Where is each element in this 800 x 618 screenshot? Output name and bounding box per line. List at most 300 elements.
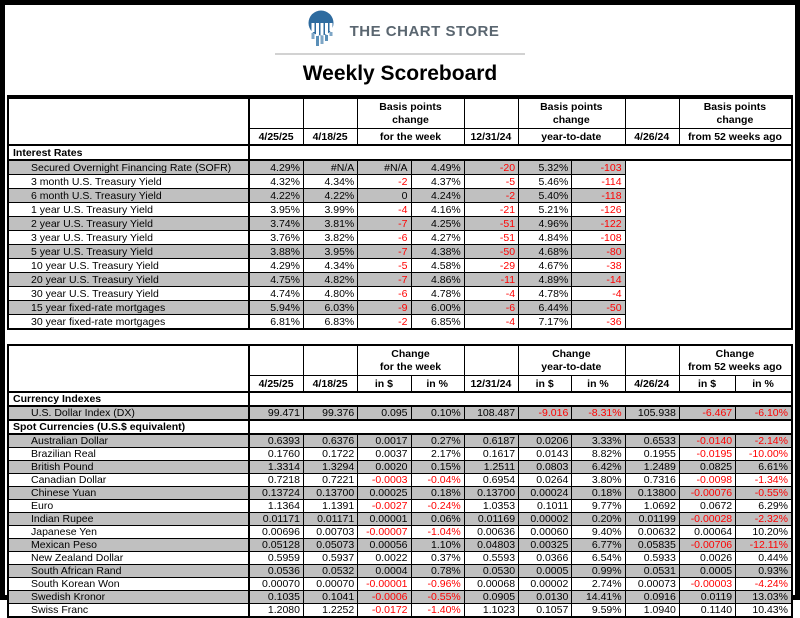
section-row	[8, 392, 792, 406]
value-cell: 1.2489	[625, 461, 679, 474]
table-row	[8, 565, 792, 578]
value-cell: -2	[464, 189, 518, 203]
interest-rates-table	[7, 97, 793, 330]
value-cell: 0.0004	[358, 565, 411, 578]
ytd-group-header	[519, 345, 626, 376]
value-cell: -1.04%	[411, 526, 464, 539]
table-row	[8, 500, 792, 513]
row-label: South Korean Won	[8, 578, 249, 591]
value-cell: 0.095	[358, 406, 411, 420]
table-row	[8, 448, 792, 461]
value-cell: 4.37%	[411, 175, 464, 189]
col-header-ytd-change: year-to-date	[519, 129, 626, 146]
header-spacer	[249, 98, 303, 129]
brand	[7, 12, 793, 50]
value-cell: 0	[358, 189, 411, 203]
value-cell: 4.22%	[303, 189, 357, 203]
value-cell: 0.0020	[358, 461, 411, 474]
value-cell: 4.82%	[303, 273, 357, 287]
ago-group-line2: change	[716, 113, 754, 126]
value-cell: 1.3294	[303, 461, 357, 474]
row-label: U.S. Dollar Index (DX)	[8, 406, 249, 420]
value-cell: 0.18%	[572, 487, 625, 500]
value-cell: -1.34%	[736, 474, 792, 487]
value-cell: 0.1011	[519, 500, 572, 513]
table-row	[8, 474, 792, 487]
row-label: Chinese Yuan	[8, 487, 249, 500]
interest-rates-body	[8, 145, 792, 329]
value-cell: 0.00001	[358, 513, 411, 526]
row-label: 1 year U.S. Treasury Yield	[8, 203, 249, 217]
value-cell: 0.1722	[303, 448, 357, 461]
value-cell: 108.487	[464, 406, 518, 420]
value-cell: -2.32%	[736, 513, 792, 526]
value-cell: 1.2252	[303, 604, 357, 618]
value-cell: 0.1057	[519, 604, 572, 618]
value-cell: 1.1391	[303, 500, 357, 513]
value-cell: 0.5593	[464, 552, 518, 565]
row-label: Euro	[8, 500, 249, 513]
value-cell: 4.16%	[411, 203, 464, 217]
value-cell: 4.27%	[411, 231, 464, 245]
value-cell: -0.00001	[358, 578, 411, 591]
ytd-group-line1: Basis points	[540, 100, 603, 113]
value-cell: 0.0264	[519, 474, 572, 487]
value-cell: -36	[572, 315, 625, 330]
value-cell: -0.0027	[358, 500, 411, 513]
value-cell: 0.01169	[464, 513, 518, 526]
value-cell: 0.27%	[411, 434, 464, 448]
value-cell: 0.37%	[411, 552, 464, 565]
value-cell: 0.05835	[625, 539, 679, 552]
value-cell: 0.1140	[679, 604, 735, 618]
value-cell: 0.01171	[303, 513, 357, 526]
value-cell: -6	[464, 301, 518, 315]
value-cell: 0.00636	[464, 526, 518, 539]
value-cell: -6	[358, 231, 411, 245]
value-cell: 0.44%	[736, 552, 792, 565]
value-cell: 0.13800	[625, 487, 679, 500]
table-row	[8, 160, 792, 175]
value-cell: 0.1617	[464, 448, 518, 461]
value-cell: -0.0003	[358, 474, 411, 487]
value-cell: 0.0531	[625, 565, 679, 578]
week-group-header	[358, 98, 465, 129]
value-cell: 0.78%	[411, 565, 464, 578]
value-cell: 0.0825	[679, 461, 735, 474]
value-cell: 8.82%	[572, 448, 625, 461]
value-cell: -126	[572, 203, 625, 217]
value-cell: -6	[358, 287, 411, 301]
value-cell: 0.13724	[249, 487, 303, 500]
row-label: Canadian Dollar	[8, 474, 249, 487]
value-cell: 0.00703	[303, 526, 357, 539]
row-label: Mexican Peso	[8, 539, 249, 552]
value-cell: 0.1041	[303, 591, 357, 604]
value-cell: 0.7221	[303, 474, 357, 487]
table-row	[8, 604, 792, 618]
value-cell: -0.0098	[679, 474, 735, 487]
value-cell: 5.32%	[519, 160, 572, 175]
value-cell: 4.67%	[519, 259, 572, 273]
value-cell: 9.77%	[572, 500, 625, 513]
value-cell: -51	[464, 231, 518, 245]
value-cell: 0.13700	[303, 487, 357, 500]
row-label: South African Rand	[8, 565, 249, 578]
ago-group-line2: from 52 weeks ago	[687, 360, 782, 373]
value-cell: 3.74%	[249, 217, 303, 231]
col-header-date-current: 4/25/25	[249, 129, 303, 146]
week-group-header	[358, 345, 465, 376]
value-cell: 0.00070	[303, 578, 357, 591]
ago-group-line1: Change	[715, 347, 755, 360]
table-row	[8, 487, 792, 500]
value-cell: -9.016	[519, 406, 572, 420]
value-cell: 1.2080	[249, 604, 303, 618]
value-cell: -0.00007	[358, 526, 411, 539]
value-cell: 0.1760	[249, 448, 303, 461]
value-cell: 1.10%	[411, 539, 464, 552]
row-label: Secured Overnight Financing Rate (SOFR)	[8, 160, 249, 175]
section-filler	[249, 420, 792, 434]
value-cell: 5.46%	[519, 175, 572, 189]
value-cell: 3.76%	[249, 231, 303, 245]
brand-name: THE CHART STORE	[349, 22, 500, 40]
table-row	[8, 301, 792, 315]
value-cell: 9.59%	[572, 604, 625, 618]
value-cell: -0.24%	[411, 500, 464, 513]
table-row	[8, 259, 792, 273]
section-label: Spot Currencies (U.S.$ equivalent)	[8, 420, 249, 434]
value-cell: 1.0940	[625, 604, 679, 618]
label-column-header	[8, 98, 249, 145]
value-cell: 0.0672	[679, 500, 735, 513]
col-header-date-year-end: 12/31/24	[464, 376, 518, 393]
value-cell: 1.3314	[249, 461, 303, 474]
col-header-date-year-end: 12/31/24	[464, 129, 518, 146]
value-cell: 3.95%	[249, 203, 303, 217]
value-cell: 4.32%	[249, 175, 303, 189]
value-cell: -20	[464, 160, 518, 175]
value-cell: 4.96%	[519, 217, 572, 231]
row-label: British Pound	[8, 461, 249, 474]
ytd-group-line1: Change	[552, 347, 591, 360]
value-cell: 0.00632	[625, 526, 679, 539]
row-label: 5 year U.S. Treasury Yield	[8, 245, 249, 259]
value-cell: -0.00706	[679, 539, 735, 552]
value-cell: 4.75%	[249, 273, 303, 287]
value-cell: -5	[464, 175, 518, 189]
table-row	[8, 231, 792, 245]
table-row	[8, 434, 792, 448]
row-label: Japanese Yen	[8, 526, 249, 539]
value-cell: 4.34%	[303, 175, 357, 189]
value-cell: 10.43%	[736, 604, 792, 618]
ago-group-line1: Basis points	[703, 100, 767, 113]
value-cell: 0.00070	[249, 578, 303, 591]
value-cell: 99.471	[249, 406, 303, 420]
value-cell: -4	[464, 315, 518, 330]
value-cell: -21	[464, 203, 518, 217]
value-cell: 1.2511	[464, 461, 518, 474]
value-cell: 14.41%	[572, 591, 625, 604]
value-cell: 4.68%	[519, 245, 572, 259]
table-row	[8, 461, 792, 474]
section-label: Interest Rates	[8, 145, 249, 160]
value-cell: 4.29%	[249, 259, 303, 273]
value-cell: -50	[572, 301, 625, 315]
row-label: 20 year U.S. Treasury Yield	[8, 273, 249, 287]
table-row	[8, 175, 792, 189]
value-cell: -50	[464, 245, 518, 259]
value-cell: 4.38%	[411, 245, 464, 259]
value-cell: -122	[572, 217, 625, 231]
value-cell: 0.04803	[464, 539, 518, 552]
value-cell: 2.74%	[572, 578, 625, 591]
row-label: Swiss Franc	[8, 604, 249, 618]
value-cell: 4.74%	[249, 287, 303, 301]
section-label: Currency Indexes	[8, 392, 249, 406]
value-cell: 0.0119	[679, 591, 735, 604]
table-row	[8, 591, 792, 604]
value-cell: 0.00056	[358, 539, 411, 552]
table-row	[8, 406, 792, 420]
value-cell: -0.0140	[679, 434, 735, 448]
row-label: Indian Rupee	[8, 513, 249, 526]
table-row	[8, 513, 792, 526]
brand-divider	[275, 53, 525, 55]
value-cell: 0.00060	[519, 526, 572, 539]
value-cell: 0.6533	[625, 434, 679, 448]
header-spacer	[464, 98, 518, 129]
value-cell: 2.17%	[411, 448, 464, 461]
value-cell: 6.81%	[249, 315, 303, 330]
value-cell: 3.82%	[303, 231, 357, 245]
value-cell: 0.20%	[572, 513, 625, 526]
week-group-line1: Change	[391, 347, 430, 360]
value-cell: -5	[358, 259, 411, 273]
ytd-group-line2: year-to-date	[541, 360, 602, 373]
value-cell: #N/A	[358, 160, 411, 175]
value-cell: -0.00028	[679, 513, 735, 526]
value-cell: -6.10%	[736, 406, 792, 420]
value-cell: 0.00025	[358, 487, 411, 500]
value-cell: -7	[358, 217, 411, 231]
currencies-body	[8, 392, 792, 617]
value-cell: -118	[572, 189, 625, 203]
value-cell: -11	[464, 273, 518, 287]
value-cell: 3.80%	[572, 474, 625, 487]
row-label: Brazilian Real	[8, 448, 249, 461]
value-cell: 0.15%	[411, 461, 464, 474]
value-cell: 0.6376	[303, 434, 357, 448]
value-cell: 9.40%	[572, 526, 625, 539]
value-cell: -12.11%	[736, 539, 792, 552]
value-cell: 6.29%	[736, 500, 792, 513]
report-header	[7, 5, 793, 97]
value-cell: 0.0005	[519, 565, 572, 578]
section-filler	[249, 392, 792, 406]
ytd-group-header	[519, 98, 626, 129]
col-header-date-year-ago: 4/26/24	[625, 376, 679, 393]
row-label: New Zealand Dollar	[8, 552, 249, 565]
value-cell: -4	[464, 287, 518, 301]
value-cell: 6.03%	[303, 301, 357, 315]
row-label: Australian Dollar	[8, 434, 249, 448]
col-header-date-current: 4/25/25	[249, 376, 303, 393]
value-cell: 0.0037	[358, 448, 411, 461]
value-cell: 0.0143	[519, 448, 572, 461]
value-cell: 4.86%	[411, 273, 464, 287]
value-cell: -0.55%	[411, 591, 464, 604]
row-label: 30 year U.S. Treasury Yield	[8, 287, 249, 301]
ago-group-header	[679, 98, 792, 129]
value-cell: 4.49%	[411, 160, 464, 175]
value-cell: -0.04%	[411, 474, 464, 487]
value-cell: -0.00003	[679, 578, 735, 591]
value-cell: -4	[572, 287, 625, 301]
value-cell: 4.25%	[411, 217, 464, 231]
value-cell: 0.00002	[519, 578, 572, 591]
value-cell: 0.5933	[625, 552, 679, 565]
value-cell: 0.18%	[411, 487, 464, 500]
value-cell: 6.61%	[736, 461, 792, 474]
value-cell: 0.7218	[249, 474, 303, 487]
value-cell: -51	[464, 217, 518, 231]
table-row	[8, 245, 792, 259]
value-cell: 3.33%	[572, 434, 625, 448]
col-header-52wk-in-dollars: in $	[679, 376, 735, 393]
header-spacer	[625, 345, 679, 376]
value-cell: -10.00%	[736, 448, 792, 461]
value-cell: -4	[358, 203, 411, 217]
value-cell: 0.0803	[519, 461, 572, 474]
table-row	[8, 315, 792, 330]
col-header-52wk-change: from 52 weeks ago	[679, 129, 792, 146]
table-row	[8, 273, 792, 287]
value-cell: 4.84%	[519, 231, 572, 245]
value-cell: 1.0353	[464, 500, 518, 513]
label-column-header	[8, 345, 249, 392]
header-spacer	[464, 345, 518, 376]
value-cell: 6.83%	[303, 315, 357, 330]
col-header-ytd-in-percent: in %	[572, 376, 625, 393]
value-cell: -38	[572, 259, 625, 273]
ago-group-header	[679, 345, 792, 376]
value-cell: 0.00002	[519, 513, 572, 526]
value-cell: -2.14%	[736, 434, 792, 448]
value-cell: 4.58%	[411, 259, 464, 273]
value-cell: -6.467	[679, 406, 735, 420]
table-row	[8, 287, 792, 301]
value-cell: -0.0006	[358, 591, 411, 604]
value-cell: 105.938	[625, 406, 679, 420]
header-spacer	[303, 98, 357, 129]
table-row	[8, 203, 792, 217]
value-cell: 0.0916	[625, 591, 679, 604]
value-cell: -7	[358, 245, 411, 259]
table-row	[8, 578, 792, 591]
value-cell: -108	[572, 231, 625, 245]
value-cell: 0.00068	[464, 578, 518, 591]
header-spacer	[249, 345, 303, 376]
value-cell: 0.0017	[358, 434, 411, 448]
section-filler	[249, 145, 792, 160]
value-cell: 0.6187	[464, 434, 518, 448]
value-cell: 5.94%	[249, 301, 303, 315]
value-cell: -0.0172	[358, 604, 411, 618]
row-label: 3 month U.S. Treasury Yield	[8, 175, 249, 189]
value-cell: -0.96%	[411, 578, 464, 591]
value-cell: -0.0195	[679, 448, 735, 461]
row-label: 15 year fixed-rate mortgages	[8, 301, 249, 315]
value-cell: 4.89%	[519, 273, 572, 287]
value-cell: 1.0692	[625, 500, 679, 513]
currencies-table	[7, 344, 793, 618]
value-cell: 0.0536	[249, 565, 303, 578]
value-cell: -4.24%	[736, 578, 792, 591]
row-label: 30 year fixed-rate mortgages	[8, 315, 249, 330]
value-cell: 0.6393	[249, 434, 303, 448]
value-cell: 3.99%	[303, 203, 357, 217]
value-cell: 0.00064	[679, 526, 735, 539]
value-cell: 6.42%	[572, 461, 625, 474]
value-cell: 6.44%	[519, 301, 572, 315]
value-cell: 6.00%	[411, 301, 464, 315]
value-cell: 0.06%	[411, 513, 464, 526]
value-cell: 10.20%	[736, 526, 792, 539]
col-header-date-prior-week: 4/18/25	[303, 376, 357, 393]
row-label: 10 year U.S. Treasury Yield	[8, 259, 249, 273]
value-cell: 4.34%	[303, 259, 357, 273]
row-label: 6 month U.S. Treasury Yield	[8, 189, 249, 203]
value-cell: 0.01171	[249, 513, 303, 526]
value-cell: 0.5937	[303, 552, 357, 565]
value-cell: -103	[572, 160, 625, 175]
value-cell: 0.0532	[303, 565, 357, 578]
value-cell: 3.88%	[249, 245, 303, 259]
value-cell: 4.78%	[519, 287, 572, 301]
value-cell: -1.40%	[411, 604, 464, 618]
value-cell: 0.01199	[625, 513, 679, 526]
value-cell: 0.00325	[519, 539, 572, 552]
value-cell: -8.31%	[572, 406, 625, 420]
value-cell: -114	[572, 175, 625, 189]
value-cell: 0.05073	[303, 539, 357, 552]
value-cell: 4.78%	[411, 287, 464, 301]
value-cell: -0.55%	[736, 487, 792, 500]
value-cell: 0.0026	[679, 552, 735, 565]
value-cell: 0.6954	[464, 474, 518, 487]
value-cell: 0.93%	[736, 565, 792, 578]
value-cell: 5.40%	[519, 189, 572, 203]
col-header-ytd-in-dollars: in $	[519, 376, 572, 393]
page-title: Weekly Scoreboard	[302, 62, 498, 85]
value-cell: -9	[358, 301, 411, 315]
table-row	[8, 189, 792, 203]
value-cell: 1.1023	[464, 604, 518, 618]
week-group-line2: change	[392, 113, 429, 126]
value-cell: 0.1035	[249, 591, 303, 604]
value-cell: 0.00073	[625, 578, 679, 591]
value-cell: 6.77%	[572, 539, 625, 552]
value-cell: 3.81%	[303, 217, 357, 231]
section-row	[8, 420, 792, 434]
value-cell: -2	[358, 315, 411, 330]
value-cell: -80	[572, 245, 625, 259]
col-header-week-in-percent: in %	[411, 376, 464, 393]
value-cell: 0.00696	[249, 526, 303, 539]
